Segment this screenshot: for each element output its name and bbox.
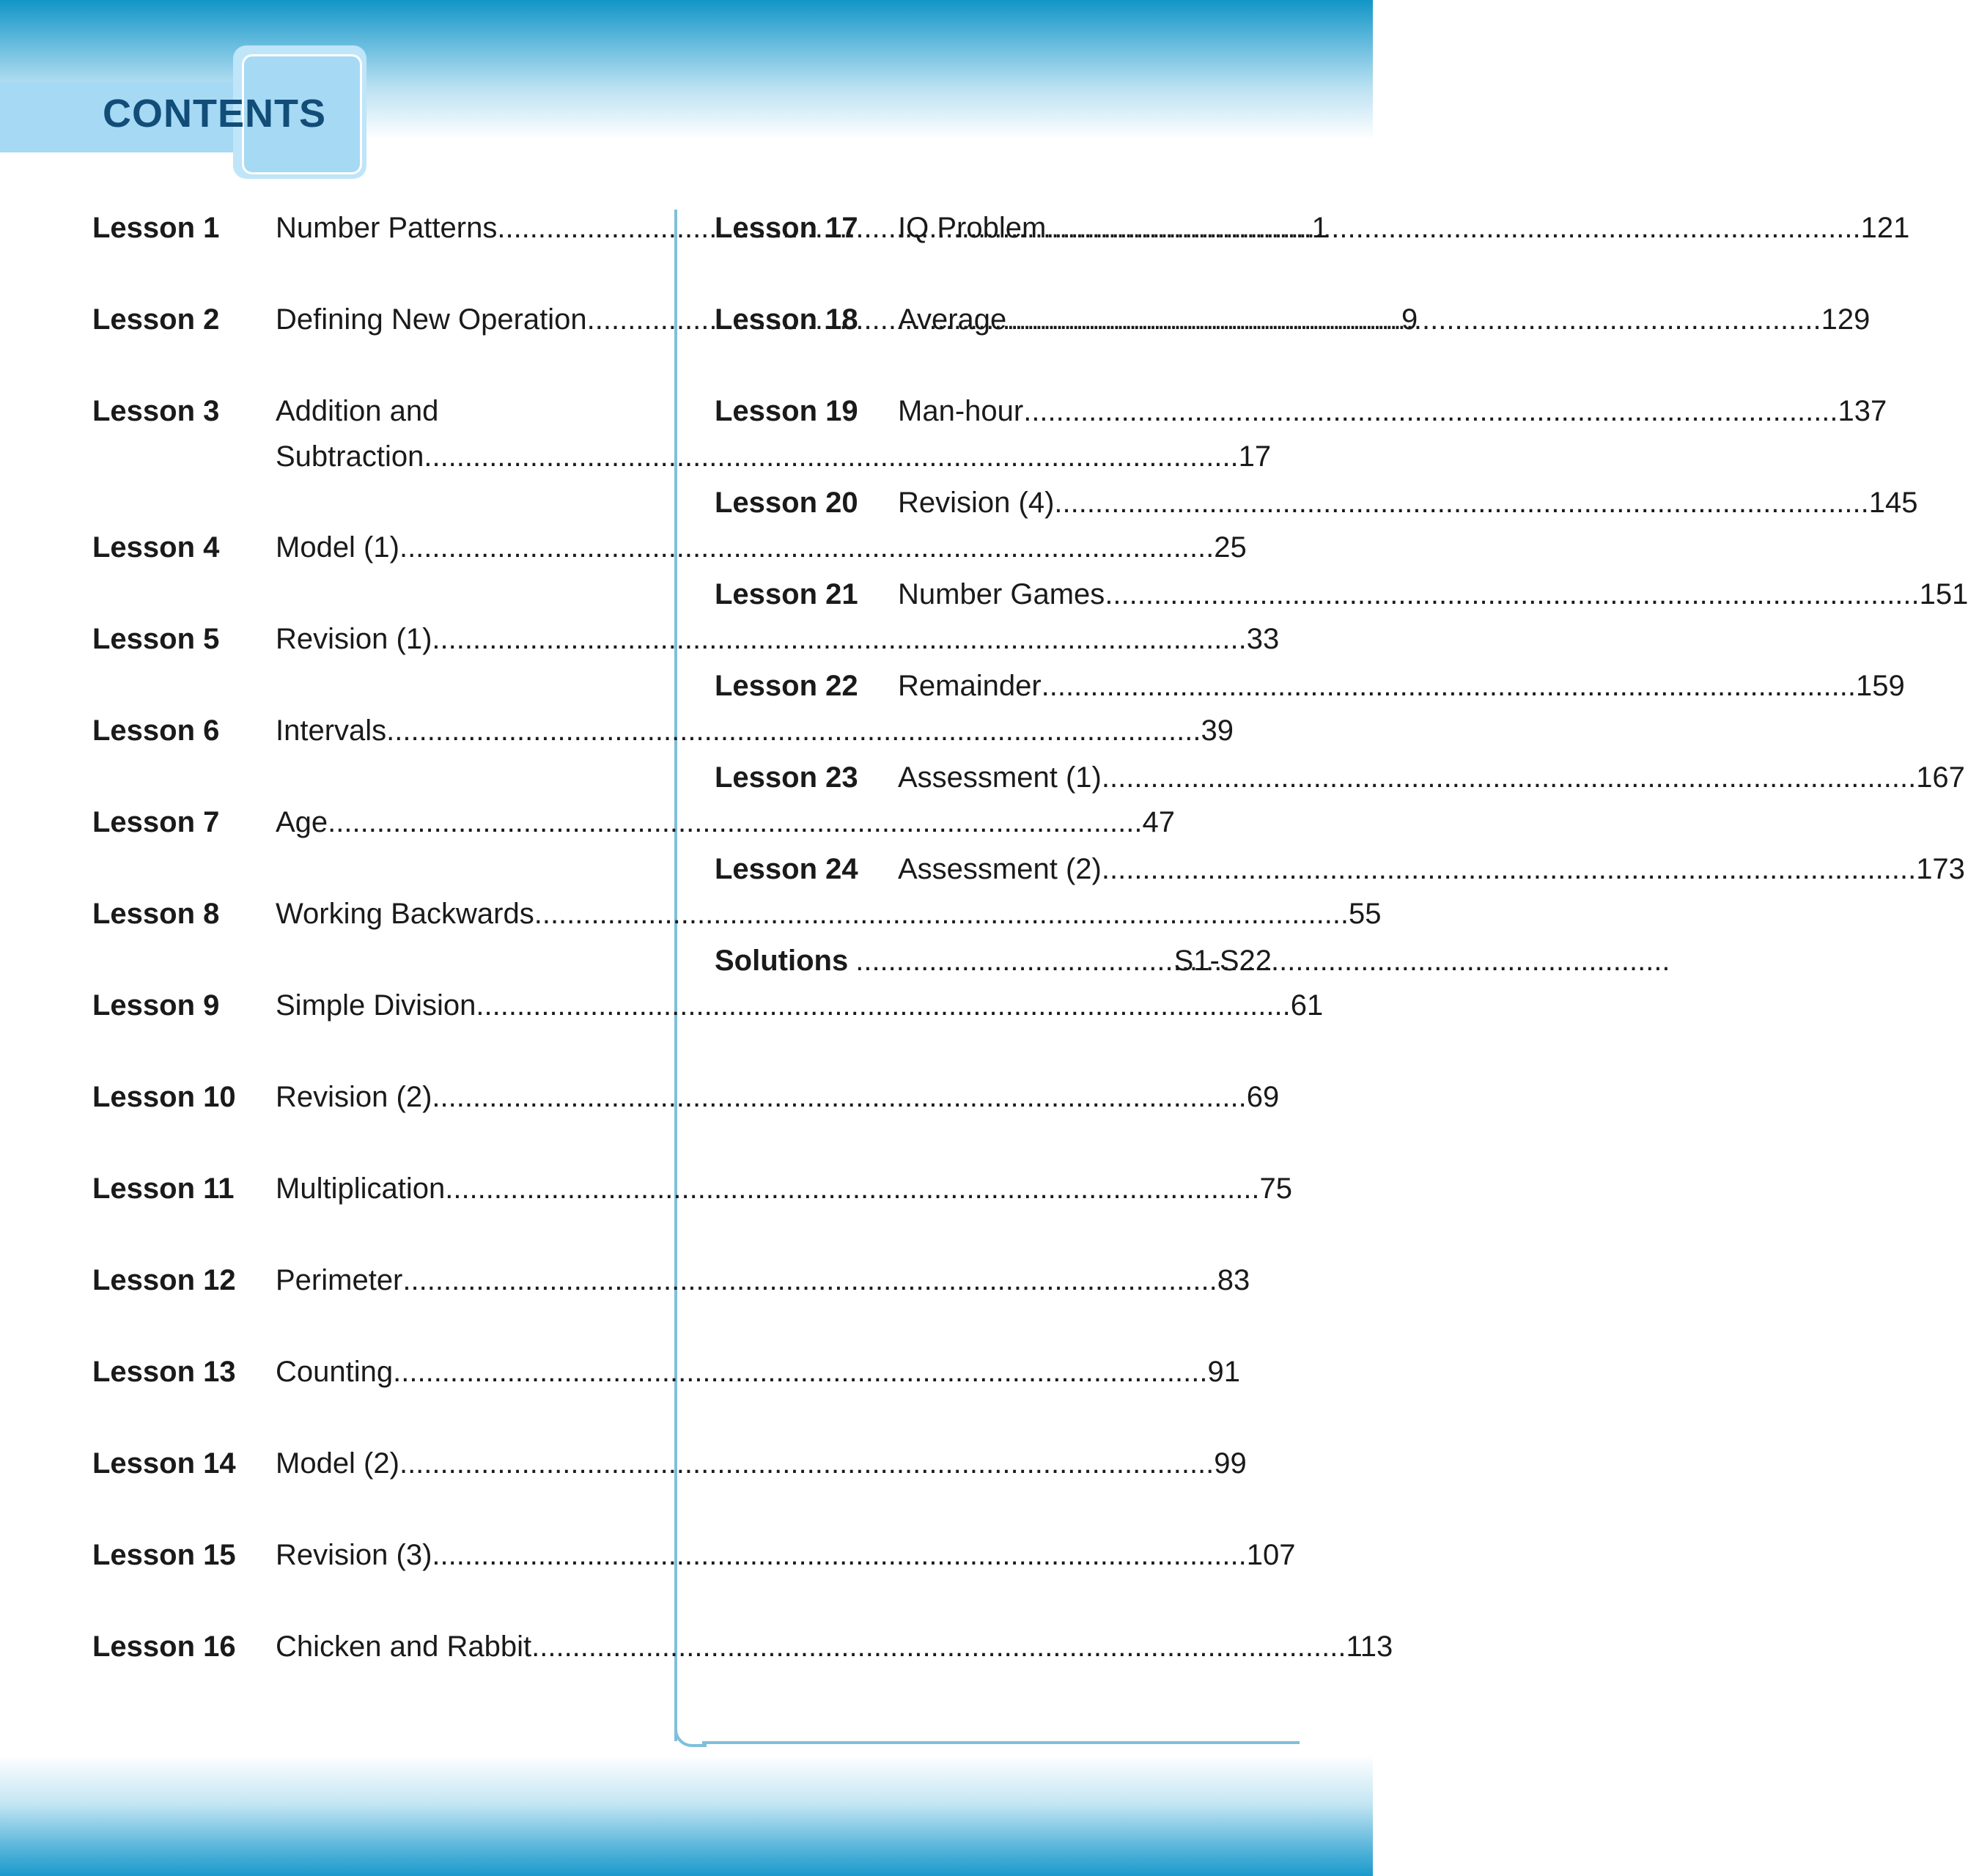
- toc-entry[interactable]: [715, 572, 1968, 617]
- toc-entry[interactable]: [92, 1624, 1393, 1669]
- lesson-title: Remainder: [898, 670, 1042, 702]
- lesson-title: Revision (2): [276, 1081, 432, 1113]
- page-number: 47: [1142, 806, 1175, 838]
- lesson-number: Lesson 17: [715, 212, 858, 244]
- lesson-title: Revision (1): [276, 623, 432, 655]
- lesson-number: Lesson 18: [715, 303, 858, 336]
- lesson-number: Lesson 12: [92, 1264, 236, 1296]
- toc-entry[interactable]: [92, 799, 1175, 845]
- page-number: 1: [1311, 212, 1328, 244]
- page-number: 33: [1246, 623, 1280, 655]
- lesson-title: Age: [276, 806, 328, 838]
- lesson-title: Model (1): [276, 531, 399, 564]
- lesson-number: Lesson 8: [92, 898, 220, 930]
- toc-entry[interactable]: [715, 205, 1910, 251]
- page-number: 55: [1349, 898, 1382, 930]
- page-number: 39: [1201, 714, 1234, 747]
- lesson-title: Counting: [276, 1356, 394, 1388]
- toc-entry[interactable]: [92, 1532, 1296, 1578]
- dot-leader: [432, 1532, 1246, 1578]
- dot-leader: [1042, 663, 1856, 709]
- lesson-number: Lesson 9: [92, 989, 220, 1022]
- toc-entry[interactable]: [715, 388, 1887, 434]
- page-number: 75: [1259, 1172, 1293, 1205]
- lesson-number: Lesson 22: [715, 670, 858, 702]
- lesson-title: IQ Problem: [898, 212, 1047, 244]
- solutions-label: Solutions: [715, 945, 849, 977]
- lesson-title: Intervals: [276, 714, 387, 747]
- page-number: 107: [1246, 1539, 1296, 1571]
- page-number: 69: [1246, 1081, 1280, 1113]
- toc-entry[interactable]: [715, 663, 1905, 709]
- lesson-title: Number Games: [898, 578, 1105, 610]
- toc-entry[interactable]: [92, 1166, 1293, 1211]
- lesson-title: Working Backwards: [276, 898, 534, 930]
- lesson-title: Perimeter: [276, 1264, 403, 1296]
- dot-leader: [432, 1074, 1246, 1120]
- page-number: 61: [1290, 989, 1324, 1022]
- lesson-number: Lesson 1: [92, 212, 220, 244]
- page-number: 173: [1916, 853, 1965, 885]
- lesson-title: Defining New Operation: [276, 303, 587, 336]
- lesson-title: Multiplication: [276, 1172, 446, 1205]
- lesson-title: Simple Division: [276, 989, 476, 1022]
- toc-entry[interactable]: [92, 1441, 1247, 1486]
- lesson-number: Lesson 3: [92, 395, 220, 427]
- page-number: 121: [1860, 212, 1910, 244]
- lesson-title: Revision (3): [276, 1539, 432, 1571]
- page-number: 25: [1214, 531, 1247, 564]
- lesson-title: Model (2): [276, 1447, 399, 1480]
- lesson-title: Revision (4): [898, 487, 1055, 519]
- lesson-number: Lesson 14: [92, 1447, 236, 1480]
- lesson-number: Lesson 10: [92, 1081, 236, 1113]
- page-number: 9: [1401, 303, 1418, 336]
- page-number: 129: [1821, 303, 1871, 336]
- lesson-title: Man-hour: [898, 395, 1024, 427]
- toc-entry[interactable]: [92, 708, 1234, 753]
- lesson-title: Average: [898, 303, 1007, 336]
- lesson-number: Lesson 23: [715, 761, 858, 794]
- toc-entry[interactable]: [92, 891, 1382, 937]
- lesson-number: Lesson 4: [92, 531, 220, 564]
- toc-entry[interactable]: [715, 755, 1965, 800]
- toc-entry[interactable]: [92, 983, 1324, 1028]
- toc-entry[interactable]: [92, 1258, 1250, 1303]
- page-number: 83: [1217, 1264, 1250, 1296]
- dot-leader: [402, 1258, 1217, 1303]
- lesson-number: Lesson 16: [92, 1631, 236, 1663]
- dot-leader: [1102, 846, 1916, 892]
- lesson-number: Lesson 2: [92, 303, 220, 336]
- page-number: 145: [1868, 487, 1918, 519]
- dot-leader: [445, 1166, 1259, 1211]
- toc-entry[interactable]: [92, 1074, 1280, 1120]
- lesson-title: Assessment (1): [898, 761, 1102, 794]
- dot-leader: [1023, 388, 1838, 434]
- dot-leader: [399, 1441, 1214, 1486]
- page-number: 159: [1855, 670, 1905, 702]
- dot-leader: [1006, 297, 1821, 342]
- dot-leader: [1102, 755, 1916, 800]
- lesson-number: Lesson 21: [715, 578, 858, 610]
- lesson-title: Chicken and Rabbit: [276, 1631, 532, 1663]
- page-number: 91: [1207, 1356, 1240, 1388]
- dot-leader: [1105, 572, 1919, 617]
- dot-leader: [531, 1624, 1346, 1669]
- lesson-title: Addition and: [276, 395, 439, 427]
- toc-solutions-entry[interactable]: [715, 938, 1272, 983]
- lesson-number: Lesson 5: [92, 623, 220, 655]
- page-number: 99: [1214, 1447, 1247, 1480]
- lesson-number: Lesson 19: [715, 395, 858, 427]
- lesson-title-continued: Subtraction: [276, 440, 424, 473]
- dot-leader: [393, 1349, 1207, 1395]
- lesson-number: Lesson 24: [715, 853, 858, 885]
- toc-entry[interactable]: [715, 846, 1965, 892]
- lesson-title: Assessment (2): [898, 853, 1102, 885]
- page-number: S1-S22: [1173, 945, 1272, 977]
- page-number: 167: [1916, 761, 1965, 794]
- lesson-number: Lesson 11: [92, 1172, 235, 1205]
- dot-leader: [1054, 480, 1868, 525]
- toc-entry[interactable]: [715, 297, 1871, 342]
- page-title: CONTENTS: [103, 92, 326, 136]
- page-number: 137: [1838, 395, 1887, 427]
- toc-entry[interactable]: [92, 1349, 1240, 1395]
- lesson-title: Number Patterns: [276, 212, 498, 244]
- page-number: 113: [1346, 1631, 1393, 1663]
- lesson-number: Lesson 13: [92, 1356, 236, 1388]
- toc-entry[interactable]: [92, 616, 1280, 662]
- toc-entry[interactable]: [715, 480, 1918, 525]
- dot-leader: [476, 983, 1290, 1028]
- lesson-number: Lesson 20: [715, 487, 858, 519]
- lesson-number: Lesson 15: [92, 1539, 236, 1571]
- divider-bottom-line: [702, 1741, 1300, 1744]
- lesson-number: Lesson 7: [92, 806, 220, 838]
- lesson-number: Lesson 6: [92, 714, 220, 747]
- dot-leader: [855, 938, 1173, 983]
- dot-leader: [1046, 205, 1860, 251]
- page-number: 17: [1238, 440, 1272, 473]
- toc-entry[interactable]: [92, 525, 1247, 570]
- bottom-gradient-band: [0, 1755, 1373, 1876]
- page-number: 151: [1919, 578, 1968, 610]
